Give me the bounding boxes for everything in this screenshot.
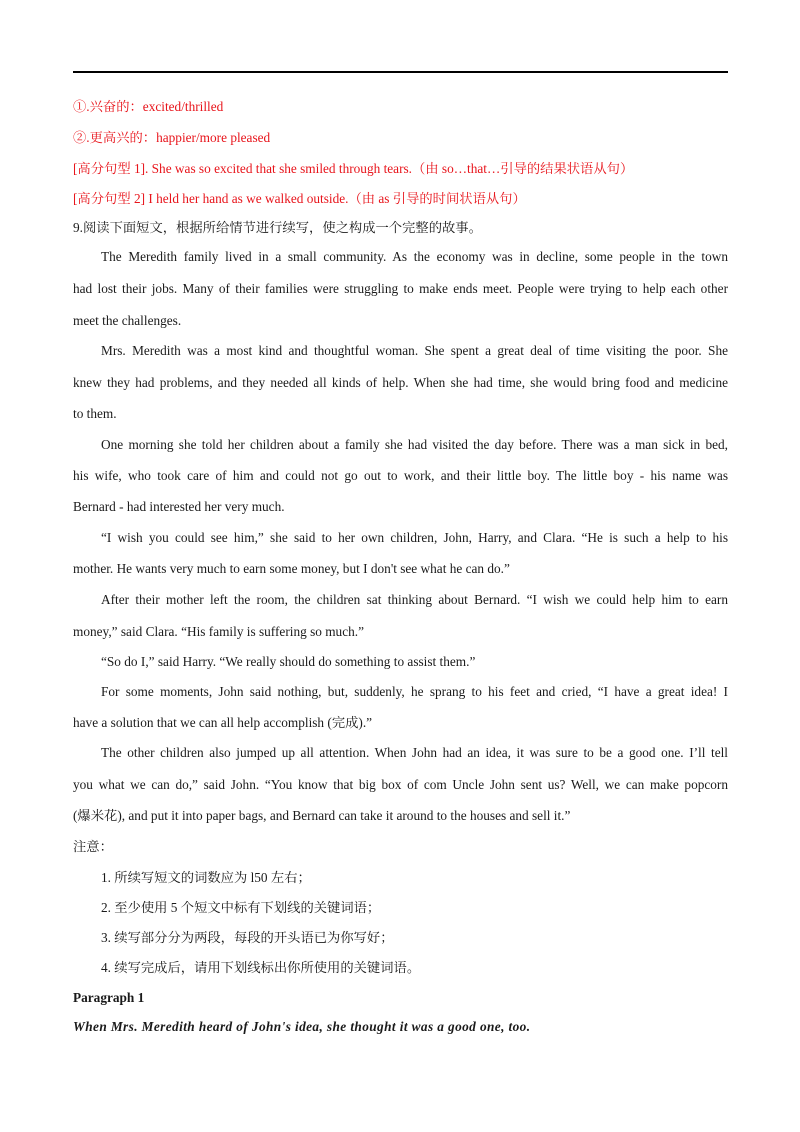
paragraph-1-opening: When Mrs. Meredith heard of John's idea, she thought it was a good one, too.	[73, 1019, 531, 1034]
question-title: 9.阅读下面短文，根据所给情节进行续写，使之构成一个完整的故事。	[73, 220, 482, 235]
notes-heading: 注意：	[73, 839, 113, 854]
story-line: (爆米花), and put it into paper bags, and Bernard can take it around to the houses and sell it.”	[73, 808, 571, 823]
answer-item-2: ②.更高兴的：happier/more pleased	[73, 130, 271, 145]
answer-item-1: ①.兴奋的：excited/thrilled	[73, 99, 224, 114]
story-line: money,” said Clara. “His family is suffering so much.”	[73, 624, 364, 639]
story-line: “So do I,” said Harry. “We really should do something to assist them.”	[101, 654, 476, 669]
story-line: meet the challenges.	[73, 313, 182, 328]
note-item: 2. 至少使用 5 个短文中标有下划线的关键词语；	[101, 900, 381, 915]
story-line: After their mother left the room, the children sat thinking about Bernard. “I wish we could help him to earn	[101, 592, 728, 607]
high-score-pattern-1: [高分句型 1]. She was so excited that she smiled through tears.（由 so…that…引导的结果状语从句）	[73, 161, 634, 176]
story-line: to them.	[73, 406, 117, 421]
story-line: One morning she told her children about a family she had visited the day before. There was a man sick in bed,	[101, 437, 728, 452]
story-line: knew they had problems, and they needed all kinds of help. When she had time, she would bring food and medicine	[73, 375, 728, 390]
story-line: had lost their jobs. Many of their families were struggling to make ends meet. People were trying to help each other	[73, 281, 728, 296]
paragraph-1-heading: Paragraph 1	[73, 990, 145, 1005]
header-rule	[73, 71, 728, 73]
high-score-pattern-2: [高分句型 2] I held her hand as we walked outside.（由 as 引导的时间状语从句）	[73, 191, 526, 206]
story-line: you what we can do,” said John. “You know that big box of com Uncle John sent us? Well, we can make popcorn	[73, 777, 728, 792]
story-line: Bernard - had interested her very much.	[73, 499, 285, 514]
story-line: mother. He wants very much to earn some money, but I don't see what he can do.”	[73, 561, 510, 576]
story-line: have a solution that we can all help accomplish (完成).”	[73, 715, 373, 730]
story-line: For some moments, John said nothing, but, suddenly, he sprang to his feet and cried, “I have a great idea! I	[101, 684, 728, 699]
story-line: his wife, who took care of him and could not go out to work, and their little boy. The little boy - his name was	[73, 468, 728, 483]
note-item: 4. 续写完成后，请用下划线标出你所使用的关键词语。	[101, 960, 421, 975]
note-item: 1. 所续写短文的词数应为 l50 左右；	[101, 870, 311, 885]
note-item: 3. 续写部分分为两段，每段的开头语已为你写好；	[101, 930, 394, 945]
story-line: Mrs. Meredith was a most kind and thoughtful woman. She spent a great deal of time visiting the poor. She	[101, 343, 728, 358]
story-line: “I wish you could see him,” she said to her own children, John, Harry, and Clara. “He is such a help to his	[101, 530, 728, 545]
story-line: The other children also jumped up all attention. When John had an idea, it was sure to be a good one. I’ll tell	[101, 745, 728, 760]
story-line: The Meredith family lived in a small community. As the economy was in decline, some people in the town	[101, 249, 728, 264]
